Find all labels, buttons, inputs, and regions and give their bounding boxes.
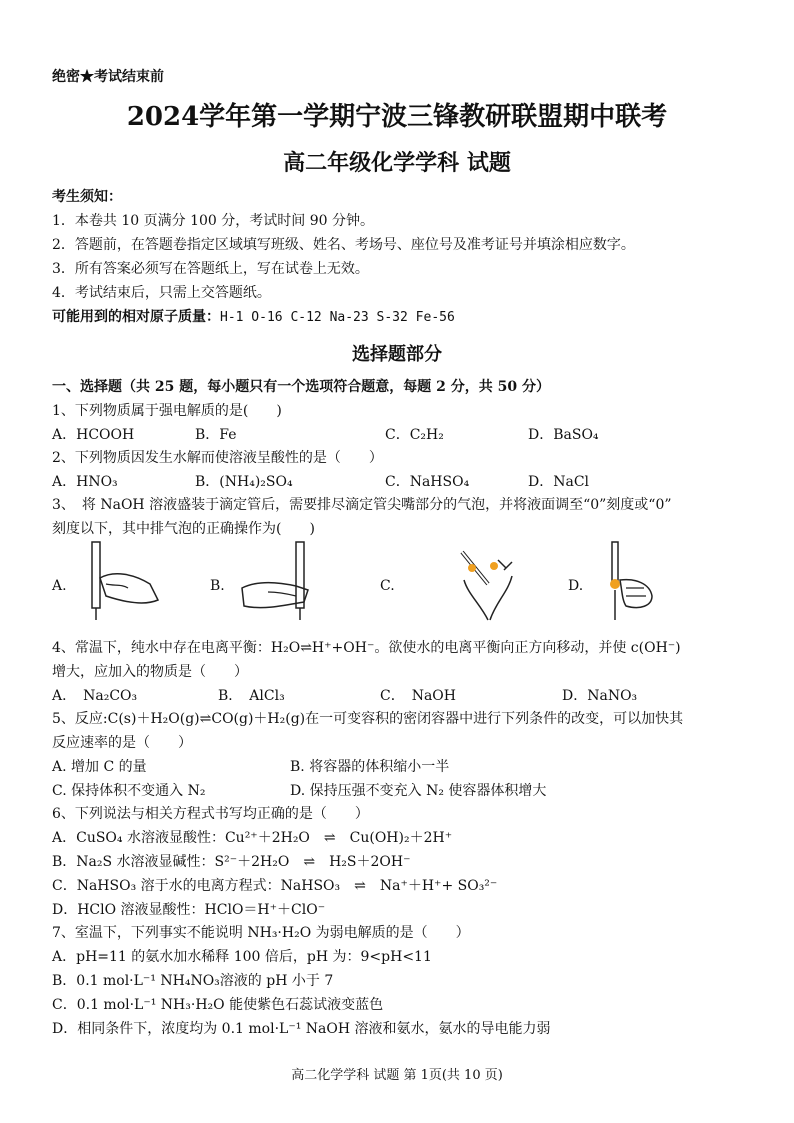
q1-option-d: D．BaSO₄ <box>528 427 599 443</box>
question-5-stem-cont: 反应速率的是（ ） <box>52 735 192 751</box>
section-instruction: 一、选择题（共 25 题，每小题只有一个选项符合题意，每题 2 分，共 50 分） <box>52 379 550 395</box>
q2-option-c: C．NaHSO₄ <box>385 474 470 490</box>
q4-option-b: B． AlCl₃ <box>218 688 285 704</box>
question-3-stem: 3、 将 NaOH 溶液盛装于滴定管后，需要排尽滴定管尖嘴部分的气泡，并将液面调至“0”刻度或“0” <box>52 497 672 513</box>
q4-option-a: A． Na₂CO₃ <box>52 688 138 704</box>
q2-option-a: A．HNO₃ <box>52 474 118 490</box>
q3-option-a: A. <box>52 578 67 594</box>
exam-title: 2024学年第一学期宁波三锋教研联盟期中联考 <box>126 102 668 132</box>
notice-item: 1．本卷共 10 页满分 100 分，考试时间 90 分钟。 <box>52 213 374 229</box>
section-title: 选择题部分 <box>352 344 442 365</box>
rubber-tube-figure-c <box>450 540 530 622</box>
q7-option-b: B．0.1 mol·L⁻¹ NH₄NO₃溶液的 pH 小于 7 <box>52 973 334 989</box>
confidential-label: 绝密★考试结束前 <box>52 69 164 85</box>
burette-figure-a <box>84 540 164 622</box>
q3-option-b: B. <box>210 578 225 594</box>
question-6-stem: 6、下列说法与相关方程式书写均正确的是（ ） <box>52 806 369 822</box>
q5-option-d: D. 保持压强不变充入 N₂ 使容器体积增大 <box>290 783 547 799</box>
q7-option-c: C．0.1 mol·L⁻¹ NH₃·H₂O 能使紫色石蕊试液变蓝色 <box>52 997 384 1013</box>
atomic-mass-values: H-1 O-16 C-12 Na-23 S-32 Fe-56 <box>220 310 455 325</box>
q1-option-c: C．C₂H₂ <box>385 427 444 443</box>
atomic-mass-line <box>52 306 455 326</box>
notice-item: 4．考试结束后，只需上交答题纸。 <box>52 285 271 301</box>
q2-option-b: B．(NH₄)₂SO₄ <box>195 474 293 490</box>
q3-option-c: C. <box>380 578 395 594</box>
q3-option-d: D. <box>568 578 584 594</box>
exam-subtitle: 高二年级化学学科 试题 <box>283 150 511 176</box>
question-5-stem: 5、反应:C(s)＋H₂O(g)⇌CO(g)＋H₂(g)在一可变容积的密闭容器中进行下列条件的改变，可以加快其 <box>52 711 684 727</box>
burette-figure-b <box>238 540 318 622</box>
q2-option-d: D．NaCl <box>528 474 590 490</box>
q6-option-c: C．NaHSO₃ 溶于水的电离方程式：NaHSO₃ ⇌ Na⁺＋H⁺+ SO₃²⁻ <box>52 878 498 894</box>
q1-option-a: A．HCOOH <box>52 427 135 443</box>
page-footer: 高二化学学科 试题 第 1页(共 10 页) <box>291 1068 503 1083</box>
q6-option-d: D．HClO 溶液显酸性：HClO＝H⁺＋ClO⁻ <box>52 902 326 918</box>
question-2-stem: 2、下列物质因发生水解而使溶液呈酸性的是（ ） <box>52 450 383 466</box>
notice-item: 3．所有答案必须写在答题纸上，写在试卷上无效。 <box>52 261 369 277</box>
question-4-stem-cont: 增大，应加入的物质是（ ） <box>52 664 248 680</box>
notice-heading: 考生须知： <box>52 189 122 205</box>
q4-option-c: C． NaOH <box>380 688 456 704</box>
q7-option-d: D．相同条件下，浓度均为 0.1 mol·L⁻¹ NaOH 溶液和氨水，氨水的导电能力弱 <box>52 1021 551 1037</box>
q6-option-b: B．Na₂S 水溶液显碱性：S²⁻＋2H₂O ⇌ H₂S＋2OH⁻ <box>52 854 411 870</box>
q6-option-a: A．CuSO₄ 水溶液显酸性：Cu²⁺＋2H₂O ⇌ Cu(OH)₂＋2H⁺ <box>52 830 453 846</box>
question-3-stem-cont: 刻度以下，其中排气泡的正确操作为( ) <box>52 521 315 537</box>
burette-figure-d <box>592 540 672 622</box>
question-7-stem: 7、室温下，下列事实不能说明 NH₃·H₂O 为弱电解质的是（ ） <box>52 925 470 941</box>
question-1-stem: 1、下列物质属于强电解质的是( ) <box>52 403 282 419</box>
q1-option-b: B．Fe <box>195 427 237 443</box>
atomic-mass-label: 可能用到的相对原子质量： <box>52 309 220 325</box>
q7-option-a: A．pH=11 的氨水加水稀释 100 倍后，pH 为：9<pH<11 <box>52 949 432 965</box>
q5-option-c: C. 保持体积不变通入 N₂ <box>52 783 206 799</box>
q4-option-d: D．NaNO₃ <box>562 688 638 704</box>
question-4-stem: 4、常温下，纯水中存在电离平衡：H₂O⇌H⁺+OH⁻。欲使水的电离平衡向正方向移动，并使 c(OH⁻) <box>52 640 681 656</box>
q5-option-b: B. 将容器的体积缩小一半 <box>290 759 450 775</box>
notice-item: 2．答题前，在答题卷指定区域填写班级、姓名、考场号、座位号及准考证号并填涂相应数字。 <box>52 237 635 253</box>
q5-option-a: A. 增加 C 的量 <box>52 759 147 775</box>
